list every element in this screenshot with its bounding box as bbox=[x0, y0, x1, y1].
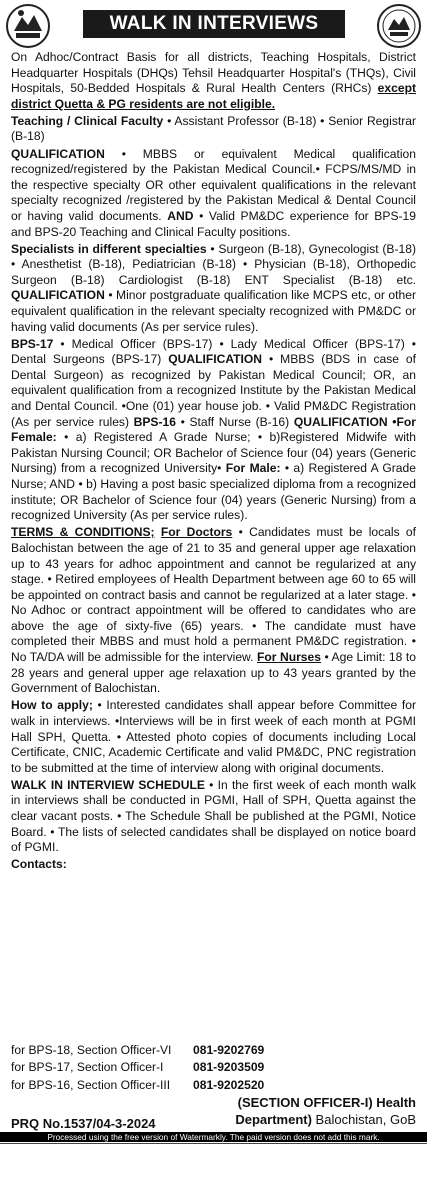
qualification-label: QUALIFICATION bbox=[168, 352, 263, 367]
male-label: For Male: bbox=[225, 461, 281, 476]
terms-heading: TERMS & CONDITIONS; bbox=[11, 525, 155, 540]
nurses-terms-text: • Age Limit: 18 to 28 years and general upper age relaxation up to 43 years granted by the Government of Balochistan. bbox=[11, 650, 416, 696]
contact-row bbox=[11, 1042, 416, 1059]
and-label: AND bbox=[167, 208, 194, 223]
contact-label: for BPS-18, Section Officer-VI bbox=[11, 1043, 172, 1057]
faculty-qualification bbox=[11, 147, 416, 241]
apply-section bbox=[11, 698, 416, 776]
faculty-qual-text: • MBBS or equivalent Medical qualification recognized/registered by the Pakistan Medical Council.• FCPS/MS/MD in the respective specialty OR other equivalent qualifications in the relevant specialty recognized /registered by the Pakistan Medical & Dental Council or having valid documents. bbox=[11, 146, 416, 223]
doctors-label: For Doctors bbox=[160, 525, 233, 540]
watermark-notice: Processed using the free version of Watermarkly. The paid version does not add this mark. bbox=[0, 1132, 427, 1142]
terms-section bbox=[11, 525, 416, 697]
schedule-heading: WALK IN INTERVIEW SCHEDULE bbox=[11, 777, 205, 792]
intro-paragraph bbox=[11, 50, 416, 112]
bps16-heading: BPS-16 bbox=[133, 414, 176, 429]
signature-dept: Department) bbox=[235, 1112, 312, 1127]
bps17-qual-text: • MBBS (BDS in case of Dental Surgeon) as recognized by Pakistan Medical Council; OR, an equivalent qualification from a recognized Institute by the Pakistan Medical and Dental Council. •One (01) year house job. • Valid PM&DC Registration (As per service rules) bbox=[11, 352, 416, 429]
balochistan-emblem-icon bbox=[4, 3, 52, 49]
bps17-section bbox=[11, 337, 416, 524]
faculty-exp-text: • Valid PM&DC experience for BPS-19 and BPS-20 Teaching and Clinical Faculty positions. bbox=[11, 208, 416, 239]
specialists-heading: Specialists in different specialties bbox=[11, 241, 207, 256]
faculty-posts: • Assistant Professor (B-18) • Senior Registrar (B-18) bbox=[11, 113, 417, 144]
bps16-posts: • Staff Nurse (B-16) bbox=[180, 414, 290, 429]
apply-text: • Interested candidates shall appear before Committee for walk in interviews. •Interviews will be in first week of each month at PGMI Hall SPH, Quetta. • Attested photo copies of documents including Local Certificate, CNIC, Academic Certificate and valid PM&DC, PNC registration to be submitted at the time of interview along with original documents. bbox=[11, 698, 416, 775]
signature-line2 bbox=[200, 1111, 416, 1128]
contact-row bbox=[11, 1077, 416, 1094]
contacts-list bbox=[11, 1042, 416, 1094]
signature-line1: (SECTION OFFICER-I) Health bbox=[237, 1095, 416, 1110]
contact-label: for BPS-16, Section Officer-III bbox=[11, 1077, 171, 1092]
eligibility-note: except district Quetta & PG residents are not eligible. bbox=[11, 81, 416, 111]
faculty-section bbox=[11, 114, 416, 145]
signature-block bbox=[200, 1094, 416, 1128]
apply-heading: How to apply; bbox=[11, 698, 93, 713]
male-qual-text: • a) Registered A Grade Nurse; AND • b) Having a post basic specialized diploma from a recognized institute; OR Bachelor of Science four (04) years (Generic Nursing) from a recognized University (As per service rules). bbox=[11, 461, 416, 523]
contact-label: for BPS-17, Section Officer-I bbox=[11, 1060, 164, 1075]
specialists-posts: • Surgeon (B-18), Gynecologist (B-18) • Anesthetist (B-18), Pediatrician (B-18) • Physician (B-18), Orthopedic Surgeon (B-18) Cardiologist (B-18) ENT Specialist (B-18) etc. bbox=[11, 241, 416, 287]
specialists-section bbox=[11, 242, 416, 336]
female-qual-text: • a) Registered A Grade Nurse; • b)Registered Midwife with Pakistan Nursing Council; OR Bachelor of Science four (04) years (Generic Nursing) from a recognized University• bbox=[11, 430, 416, 476]
faculty-heading: Teaching / Clinical Faculty bbox=[11, 113, 164, 128]
bps17-heading: BPS-17 bbox=[11, 336, 54, 351]
doctors-terms-text: • Candidates must be locals of Balochistan between the age of 21 to 35 and general upper age relaxation up to 43 years for adhoc appointment and cannot be regularized at any stage. • Retired employees of Health Department between age 60 to 65 will be appointed on contract basis and cannot be regularized at a later stage. • No Adhoc or contract appointment will be offered to candidates who are above the age of sixty-five (65) years. • The candidate must have completed their MBBS and must hold a permanent PM&DC registration. • No TA/DA will be admissible for the interview. bbox=[11, 525, 416, 665]
bps17-posts: • Medical Officer (BPS-17) • Lady Medical Officer (BPS-17) • Dental Surgeons (BPS-17) bbox=[11, 336, 416, 367]
contact-number: 081-9202769 bbox=[193, 1043, 265, 1057]
footer-divider bbox=[0, 1143, 427, 1144]
contact-number: 081-9203509 bbox=[193, 1060, 265, 1075]
intro-text: On Adhoc/Contract Basis for all districts, Teaching Hospitals, District Headquarter Hospitals (DHQs) Tehsil Headquarter Hospital's (THQs), Civil Hospitals, 50-Bedded Hospitals & Rural Health Centers (RHCs) bbox=[11, 50, 416, 96]
schedule-text: • In the first week of each month walk in interviews shall be conducted in PGMI, Hall of SPH, Quetta against the clear vacant posts. • The Schedule Shall be published at the PGMI, Notice Board. • The lists of selected candidates shall be displayed on notice board of PGMI. bbox=[11, 777, 416, 855]
balochistan-emblem-icon bbox=[375, 3, 423, 49]
prq-number: PRQ No.1537/04-3-2024 bbox=[11, 1116, 156, 1131]
signature-province: Balochistan, GoB bbox=[311, 1112, 416, 1127]
qualification-label: QUALIFICATION bbox=[293, 414, 388, 429]
specialists-qual-text: • Minor postgraduate qualification like MCPS etc, or other equivalent qualification in the relevant specialty recognized with PM&DC or having valid documents (As per service rules). bbox=[11, 288, 416, 334]
page-title: WALK IN INTERVIEWS bbox=[83, 10, 345, 38]
qualification-label: QUALIFICATION bbox=[11, 288, 105, 303]
contacts-heading: Contacts: bbox=[11, 857, 67, 872]
advert-body bbox=[11, 50, 416, 874]
female-label: •For Female: bbox=[11, 414, 416, 445]
contact-number: 081-9202520 bbox=[193, 1077, 265, 1092]
contact-row bbox=[11, 1059, 416, 1076]
qualification-label: QUALIFICATION bbox=[11, 146, 105, 161]
nurses-label: For Nurses bbox=[256, 650, 321, 665]
schedule-section bbox=[11, 778, 416, 856]
